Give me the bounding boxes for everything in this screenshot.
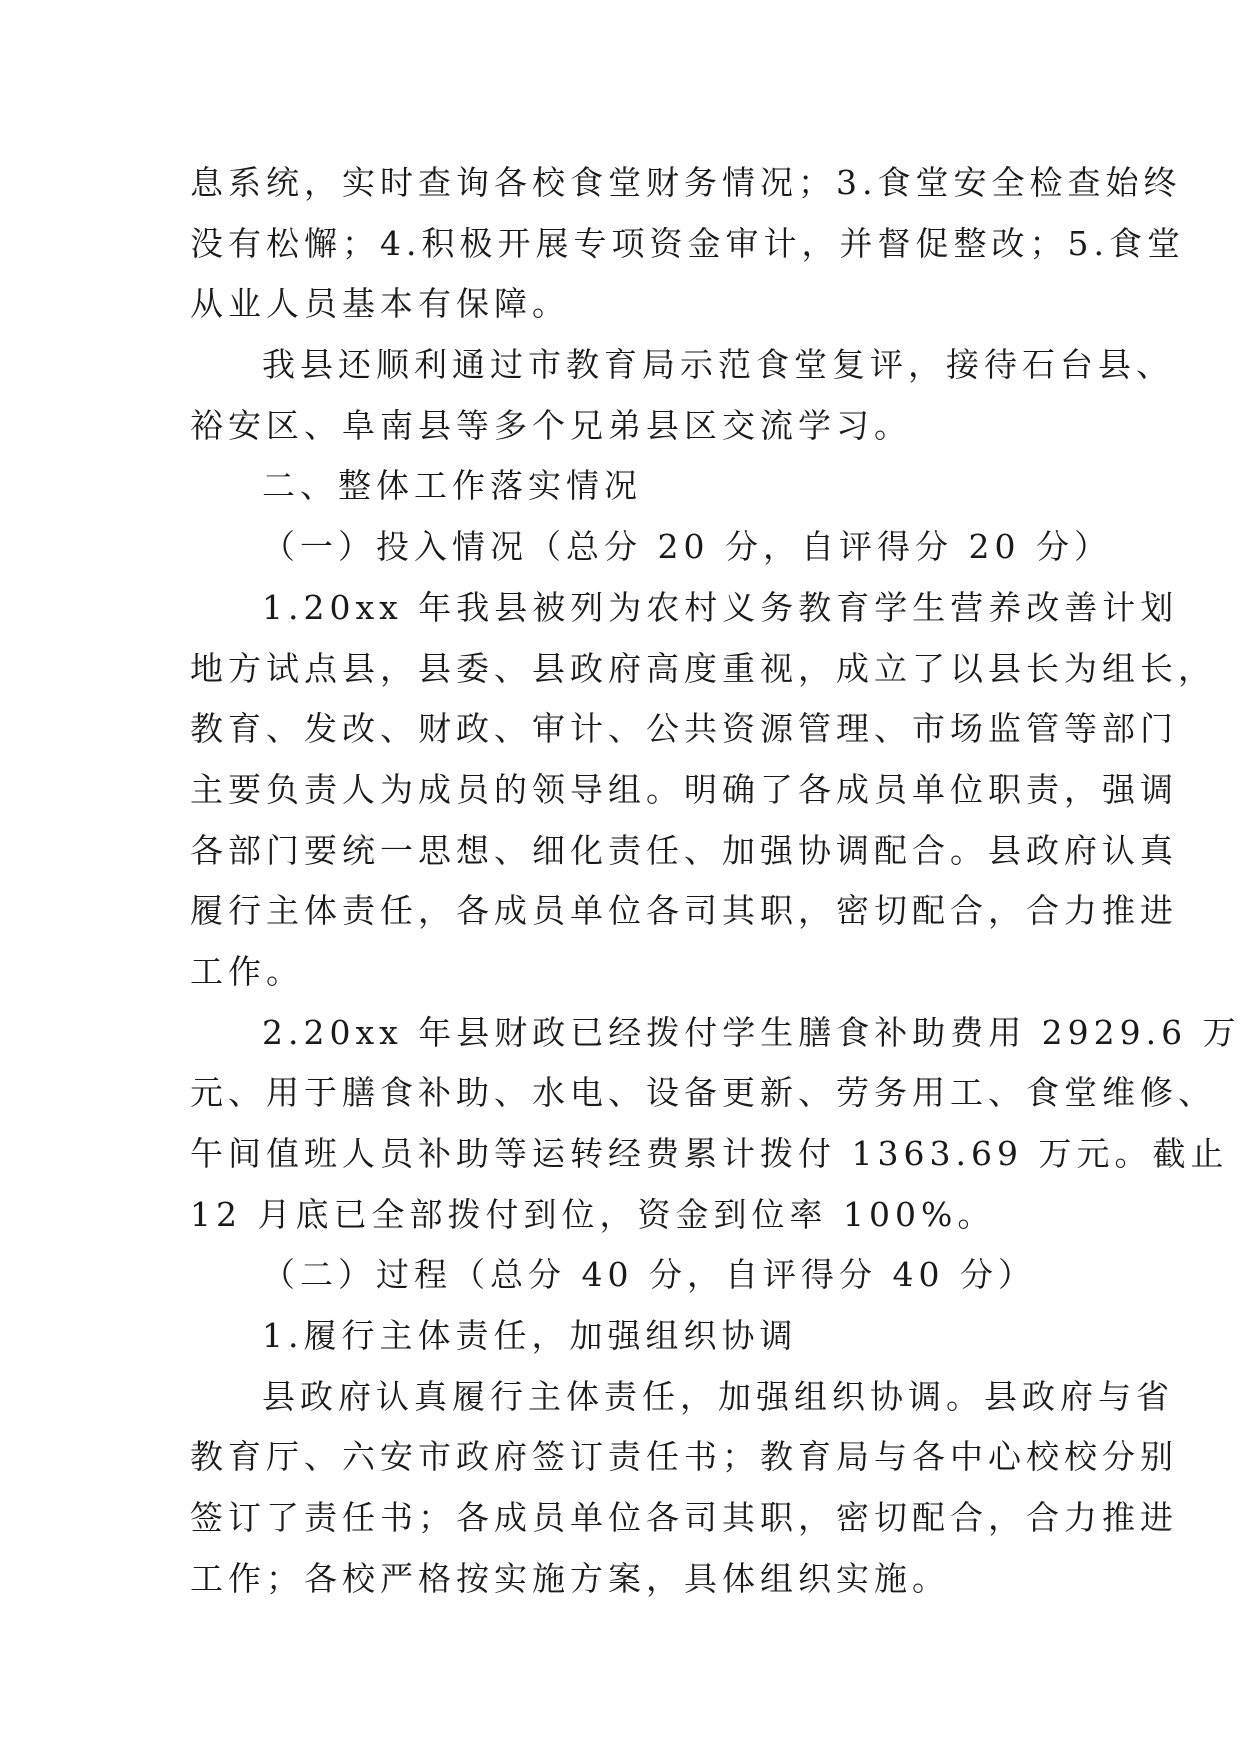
text-line: 没有松懈；4.积极开展专项资金审计，并督促整改；5.食堂: [190, 223, 1185, 263]
text-line: 工作。: [190, 951, 304, 991]
text-line: 签订了责任书；各成员单位各司其职，密切配合，合力推进: [190, 1498, 1178, 1538]
text-line: 息系统，实时查询各校食堂财务情况；3.食堂安全检查始终: [190, 163, 1182, 202]
text-line: 各部门要统一思想、细化责任、加强协调配合。县政府认真: [190, 830, 1178, 870]
text-line: 我县还顺利通过市教育局示范食堂复评，接待石台县、: [262, 345, 1174, 385]
text-line: 教育厅、六安市政府签订责任书；教育局与各中心校校分别: [190, 1437, 1178, 1477]
text-line: 午间值班人员补助等运转经费累计拨付 1363.69 万元。截止: [190, 1134, 1229, 1173]
text-line: 履行主体责任，各成员单位各司其职，密切配合，合力推进: [190, 891, 1178, 931]
text-line: 主要负责人为成员的领导组。明确了各成员单位职责，强调: [190, 769, 1178, 809]
text-line: 教育、发改、财政、审计、公共资源管理、市场监管等部门: [190, 709, 1178, 749]
text-line: 裕安区、阜南县等多个兄弟县区交流学习。: [190, 405, 912, 445]
subsection-heading: （二）过程（总分 40 分，自评得分 40 分）: [262, 1255, 1036, 1295]
text-line: 从业人员基本有保障。: [190, 284, 570, 324]
document-body: [190, 153, 1241, 1610]
text-line: 元、用于膳食补助、水电、设备更新、劳务用工、食堂维修、: [190, 1073, 1216, 1113]
item-heading: 1.履行主体责任，加强组织协调: [262, 1316, 798, 1356]
text-line: 地方试点县，县委、县政府高度重视，成立了以县长为组长，: [190, 648, 1216, 688]
text-line: 工作；各校严格按实施方案，具体组织实施。: [190, 1558, 950, 1598]
text-line: 2.20xx 年县财政已经拨付学生膳食补助费用 2929.6 万: [262, 1012, 1241, 1052]
text-line: 12 月底已全部拨付到位，资金到位率 100%。: [190, 1194, 996, 1234]
text-line: 县政府认真履行主体责任，加强组织协调。县政府与省: [262, 1376, 1174, 1416]
section-heading: 二、整体工作落实情况: [262, 466, 642, 506]
text-line: 1.20xx 年我县被列为农村义务教育学生营养改善计划: [262, 587, 1179, 627]
subsection-heading: （一）投入情况（总分 20 分，自评得分 20 分）: [262, 527, 1112, 567]
